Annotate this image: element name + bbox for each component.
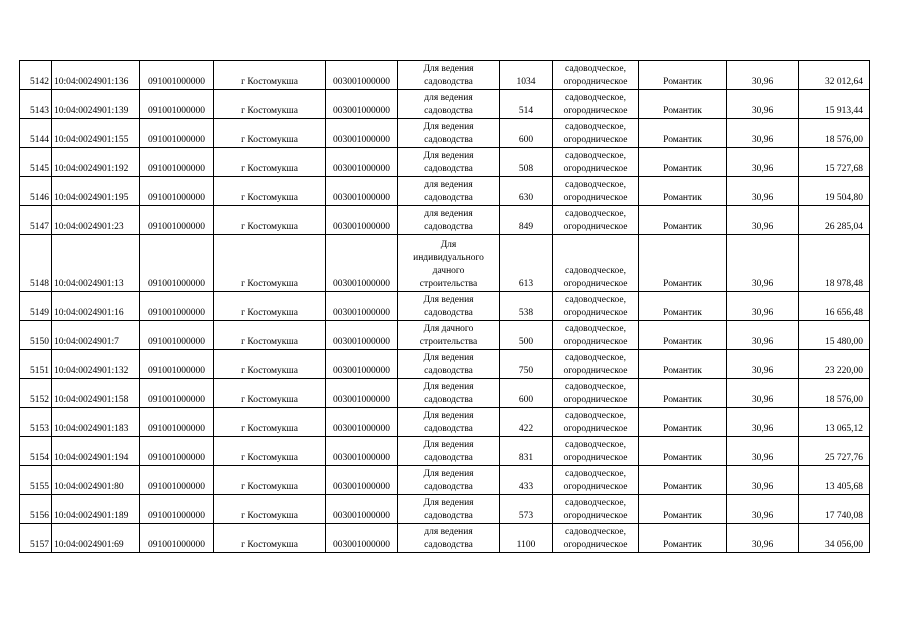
land-category-line: огородническое <box>563 453 628 463</box>
cadastral-value: 13 065,12 <box>799 408 870 437</box>
zone-code: 003001000000 <box>326 292 398 321</box>
permitted-use <box>398 177 500 206</box>
row-number: 5155 <box>20 466 52 495</box>
zone-code: 003001000000 <box>326 90 398 119</box>
partnership-name: Романтик <box>639 350 727 379</box>
municipality: г Костомукша <box>214 437 326 466</box>
specific-value: 30,96 <box>727 292 799 321</box>
land-plots-table <box>19 60 870 553</box>
land-category <box>553 437 639 466</box>
land-category <box>553 466 639 495</box>
municipality: г Костомукша <box>214 61 326 90</box>
oktmo-code: 091001000000 <box>140 466 214 495</box>
cadastral-number: 10:04:0024901:195 <box>52 177 140 206</box>
land-category-line: огородническое <box>563 77 628 87</box>
permitted-use <box>398 321 500 350</box>
cadastral-number: 10:04:0024901:132 <box>52 350 140 379</box>
municipality: г Костомукша <box>214 495 326 524</box>
specific-value: 30,96 <box>727 321 799 350</box>
permitted-use <box>398 379 500 408</box>
partnership-name: Романтик <box>639 206 727 235</box>
table-row <box>20 379 870 408</box>
land-category <box>553 90 639 119</box>
specific-value: 30,96 <box>727 379 799 408</box>
cadastral-value: 34 056,00 <box>799 524 870 553</box>
permitted-use-line: для ведения <box>424 209 473 219</box>
permitted-use-line: дачного <box>432 266 465 276</box>
permitted-use-line: Для ведения <box>423 382 474 392</box>
oktmo-code: 091001000000 <box>140 437 214 466</box>
row-number: 5147 <box>20 206 52 235</box>
permitted-use <box>398 466 500 495</box>
permitted-use-line: Для ведения <box>423 440 474 450</box>
partnership-name: Романтик <box>639 437 727 466</box>
oktmo-code: 091001000000 <box>140 148 214 177</box>
oktmo-code: 091001000000 <box>140 206 214 235</box>
cadastral-number: 10:04:0024901:80 <box>52 466 140 495</box>
zone-code: 003001000000 <box>326 524 398 553</box>
oktmo-code: 091001000000 <box>140 321 214 350</box>
cadastral-value: 32 012,64 <box>799 61 870 90</box>
table-row <box>20 466 870 495</box>
row-number: 5156 <box>20 495 52 524</box>
permitted-use <box>398 524 500 553</box>
municipality: г Костомукша <box>214 466 326 495</box>
permitted-use <box>398 148 500 177</box>
land-category-line: садоводческое, <box>565 93 626 103</box>
row-number: 5149 <box>20 292 52 321</box>
land-category <box>553 177 639 206</box>
land-category-line: огородническое <box>563 337 628 347</box>
land-category-line: огородническое <box>563 106 628 116</box>
row-number: 5157 <box>20 524 52 553</box>
permitted-use <box>398 206 500 235</box>
table-row <box>20 206 870 235</box>
land-category-line: садоводческое, <box>565 382 626 392</box>
cadastral-number: 10:04:0024901:69 <box>52 524 140 553</box>
partnership-name: Романтик <box>639 177 727 206</box>
cadastral-number: 10:04:0024901:189 <box>52 495 140 524</box>
zone-code: 003001000000 <box>326 495 398 524</box>
oktmo-code: 091001000000 <box>140 495 214 524</box>
zone-code: 003001000000 <box>326 437 398 466</box>
permitted-use-line: садоводства <box>424 511 473 521</box>
row-number: 5153 <box>20 408 52 437</box>
municipality: г Костомукша <box>214 90 326 119</box>
row-number: 5148 <box>20 235 52 292</box>
land-category-line: огородническое <box>563 135 628 145</box>
land-category-line: садоводческое, <box>565 209 626 219</box>
permitted-use-line: садоводства <box>424 453 473 463</box>
permitted-use-line: для ведения <box>424 527 473 537</box>
land-category-line: огородническое <box>563 366 628 376</box>
plot-area: 849 <box>500 206 553 235</box>
cadastral-number: 10:04:0024901:139 <box>52 90 140 119</box>
permitted-use <box>398 235 500 292</box>
municipality: г Костомукша <box>214 177 326 206</box>
cadastral-number: 10:04:0024901:7 <box>52 321 140 350</box>
plot-area: 573 <box>500 495 553 524</box>
plot-area: 1034 <box>500 61 553 90</box>
specific-value: 30,96 <box>727 437 799 466</box>
row-number: 5146 <box>20 177 52 206</box>
specific-value: 30,96 <box>727 90 799 119</box>
cadastral-value: 19 504,80 <box>799 177 870 206</box>
cadastral-value: 23 220,00 <box>799 350 870 379</box>
land-category-line: огородническое <box>563 511 628 521</box>
cadastral-number: 10:04:0024901:13 <box>52 235 140 292</box>
zone-code: 003001000000 <box>326 177 398 206</box>
cadastral-value: 16 656,48 <box>799 292 870 321</box>
specific-value: 30,96 <box>727 148 799 177</box>
land-category <box>553 206 639 235</box>
land-category-line: садоводческое, <box>565 122 626 132</box>
cadastral-number: 10:04:0024901:183 <box>52 408 140 437</box>
land-category <box>553 350 639 379</box>
permitted-use-line: индивидуального <box>413 253 484 263</box>
permitted-use-line: Для ведения <box>423 122 474 132</box>
partnership-name: Романтик <box>639 148 727 177</box>
land-category-line: огородническое <box>563 395 628 405</box>
land-category-line: огородническое <box>563 424 628 434</box>
land-category-line: садоводческое, <box>565 411 626 421</box>
municipality: г Костомукша <box>214 148 326 177</box>
land-category <box>553 235 639 292</box>
row-number: 5150 <box>20 321 52 350</box>
table-row <box>20 61 870 90</box>
plot-area: 750 <box>500 350 553 379</box>
cadastral-number: 10:04:0024901:155 <box>52 119 140 148</box>
land-category-line: огородническое <box>563 279 628 289</box>
municipality: г Костомукша <box>214 379 326 408</box>
permitted-use-line: для ведения <box>424 180 473 190</box>
table-row <box>20 90 870 119</box>
cadastral-value: 15 727,68 <box>799 148 870 177</box>
permitted-use-line: садоводства <box>424 106 473 116</box>
land-category <box>553 292 639 321</box>
partnership-name: Романтик <box>639 379 727 408</box>
cadastral-value: 15 480,00 <box>799 321 870 350</box>
permitted-use <box>398 292 500 321</box>
plot-area: 600 <box>500 119 553 148</box>
specific-value: 30,96 <box>727 206 799 235</box>
partnership-name: Романтик <box>639 495 727 524</box>
cadastral-value: 25 727,76 <box>799 437 870 466</box>
land-category-line: огородническое <box>563 540 628 550</box>
specific-value: 30,96 <box>727 177 799 206</box>
partnership-name: Романтик <box>639 119 727 148</box>
permitted-use <box>398 495 500 524</box>
permitted-use-line: садоводства <box>424 308 473 318</box>
zone-code: 003001000000 <box>326 466 398 495</box>
row-number: 5145 <box>20 148 52 177</box>
table-row <box>20 408 870 437</box>
plot-area: 630 <box>500 177 553 206</box>
municipality: г Костомукша <box>214 524 326 553</box>
permitted-use-line: садоводства <box>424 540 473 550</box>
land-category-line: садоводческое, <box>565 64 626 74</box>
specific-value: 30,96 <box>727 408 799 437</box>
table-body <box>20 61 870 553</box>
oktmo-code: 091001000000 <box>140 408 214 437</box>
cadastral-number: 10:04:0024901:194 <box>52 437 140 466</box>
plot-area: 508 <box>500 148 553 177</box>
permitted-use-line: Для ведения <box>423 64 474 74</box>
table-row <box>20 177 870 206</box>
permitted-use-line: Для ведения <box>423 411 474 421</box>
table-row <box>20 235 870 292</box>
permitted-use-line: Для ведения <box>423 498 474 508</box>
land-category-line: огородническое <box>563 164 628 174</box>
zone-code: 003001000000 <box>326 61 398 90</box>
permitted-use <box>398 408 500 437</box>
oktmo-code: 091001000000 <box>140 90 214 119</box>
land-category-line: огородническое <box>563 222 628 232</box>
land-category-line: садоводческое, <box>565 295 626 305</box>
plot-area: 422 <box>500 408 553 437</box>
land-category-line: садоводческое, <box>565 151 626 161</box>
oktmo-code: 091001000000 <box>140 61 214 90</box>
land-category-line: огородническое <box>563 193 628 203</box>
zone-code: 003001000000 <box>326 350 398 379</box>
land-category <box>553 408 639 437</box>
permitted-use <box>398 90 500 119</box>
oktmo-code: 091001000000 <box>140 177 214 206</box>
plot-area: 613 <box>500 235 553 292</box>
zone-code: 003001000000 <box>326 206 398 235</box>
cadastral-value: 13 405,68 <box>799 466 870 495</box>
land-category <box>553 321 639 350</box>
land-category-line: садоводческое, <box>565 324 626 334</box>
permitted-use-line: садоводства <box>424 222 473 232</box>
permitted-use-line: садоводства <box>424 424 473 434</box>
table-row <box>20 148 870 177</box>
land-category <box>553 379 639 408</box>
table-row <box>20 119 870 148</box>
zone-code: 003001000000 <box>326 379 398 408</box>
land-category-line: садоводческое, <box>565 498 626 508</box>
row-number: 5152 <box>20 379 52 408</box>
table-row <box>20 350 870 379</box>
row-number: 5142 <box>20 61 52 90</box>
land-category-line: садоводческое, <box>565 527 626 537</box>
cadastral-value: 17 740,08 <box>799 495 870 524</box>
zone-code: 003001000000 <box>326 119 398 148</box>
oktmo-code: 091001000000 <box>140 524 214 553</box>
cadastral-number: 10:04:0024901:16 <box>52 292 140 321</box>
partnership-name: Романтик <box>639 466 727 495</box>
permitted-use-line: садоводства <box>424 135 473 145</box>
cadastral-number: 10:04:0024901:136 <box>52 61 140 90</box>
permitted-use <box>398 61 500 90</box>
permitted-use-line: строительства <box>419 279 478 289</box>
permitted-use-line: садоводства <box>424 395 473 405</box>
table-row <box>20 292 870 321</box>
permitted-use-line: Для ведения <box>423 469 474 479</box>
oktmo-code: 091001000000 <box>140 292 214 321</box>
plot-area: 433 <box>500 466 553 495</box>
specific-value: 30,96 <box>727 61 799 90</box>
municipality: г Костомукша <box>214 321 326 350</box>
permitted-use-line: садоводства <box>424 366 473 376</box>
specific-value: 30,96 <box>727 235 799 292</box>
plot-area: 600 <box>500 379 553 408</box>
table-row <box>20 321 870 350</box>
zone-code: 003001000000 <box>326 321 398 350</box>
land-category <box>553 148 639 177</box>
cadastral-value: 26 285,04 <box>799 206 870 235</box>
municipality: г Костомукша <box>214 119 326 148</box>
land-category-line: огородническое <box>563 308 628 318</box>
partnership-name: Романтик <box>639 61 727 90</box>
plot-area: 1100 <box>500 524 553 553</box>
partnership-name: Романтик <box>639 321 727 350</box>
permitted-use-line: строительства <box>419 337 478 347</box>
cadastral-number: 10:04:0024901:192 <box>52 148 140 177</box>
permitted-use-line: садоводства <box>424 193 473 203</box>
land-category-line: садоводческое, <box>565 180 626 190</box>
partnership-name: Романтик <box>639 235 727 292</box>
permitted-use <box>398 437 500 466</box>
permitted-use-line: Для <box>440 240 457 250</box>
land-category <box>553 119 639 148</box>
land-category <box>553 495 639 524</box>
specific-value: 30,96 <box>727 350 799 379</box>
permitted-use-line: садоводства <box>424 77 473 87</box>
row-number: 5154 <box>20 437 52 466</box>
specific-value: 30,96 <box>727 495 799 524</box>
permitted-use <box>398 119 500 148</box>
permitted-use-line: Для ведения <box>423 295 474 305</box>
permitted-use-line: Для ведения <box>423 353 474 363</box>
cadastral-number: 10:04:0024901:158 <box>52 379 140 408</box>
row-number: 5143 <box>20 90 52 119</box>
partnership-name: Романтик <box>639 90 727 119</box>
cadastral-value: 18 576,00 <box>799 379 870 408</box>
zone-code: 003001000000 <box>326 148 398 177</box>
municipality: г Костомукша <box>214 292 326 321</box>
cadastral-number: 10:04:0024901:23 <box>52 206 140 235</box>
permitted-use-line: для ведения <box>424 93 473 103</box>
land-category <box>553 524 639 553</box>
partnership-name: Романтик <box>639 524 727 553</box>
cadastral-value: 15 913,44 <box>799 90 870 119</box>
oktmo-code: 091001000000 <box>140 119 214 148</box>
municipality: г Костомукша <box>214 350 326 379</box>
partnership-name: Романтик <box>639 408 727 437</box>
land-category-line: садоводческое, <box>565 266 626 276</box>
oktmo-code: 091001000000 <box>140 235 214 292</box>
table-row <box>20 495 870 524</box>
municipality: г Костомукша <box>214 408 326 437</box>
land-category-line: садоводческое, <box>565 469 626 479</box>
permitted-use-line: Для дачного <box>423 324 474 334</box>
zone-code: 003001000000 <box>326 408 398 437</box>
land-category-line: садоводческое, <box>565 353 626 363</box>
permitted-use-line: садоводства <box>424 164 473 174</box>
row-number: 5144 <box>20 119 52 148</box>
land-category-line: садоводческое, <box>565 440 626 450</box>
table-row <box>20 524 870 553</box>
table-row <box>20 437 870 466</box>
plot-area: 500 <box>500 321 553 350</box>
permitted-use-line: Для ведения <box>423 151 474 161</box>
partnership-name: Романтик <box>639 292 727 321</box>
permitted-use <box>398 350 500 379</box>
oktmo-code: 091001000000 <box>140 379 214 408</box>
plot-area: 538 <box>500 292 553 321</box>
specific-value: 30,96 <box>727 524 799 553</box>
land-category <box>553 61 639 90</box>
land-category-line: огородническое <box>563 482 628 492</box>
cadastral-value: 18 978,48 <box>799 235 870 292</box>
municipality: г Костомукша <box>214 235 326 292</box>
row-number: 5151 <box>20 350 52 379</box>
specific-value: 30,96 <box>727 466 799 495</box>
plot-area: 831 <box>500 437 553 466</box>
zone-code: 003001000000 <box>326 235 398 292</box>
specific-value: 30,96 <box>727 119 799 148</box>
cadastral-value: 18 576,00 <box>799 119 870 148</box>
plot-area: 514 <box>500 90 553 119</box>
oktmo-code: 091001000000 <box>140 350 214 379</box>
permitted-use-line: садоводства <box>424 482 473 492</box>
municipality: г Костомукша <box>214 206 326 235</box>
